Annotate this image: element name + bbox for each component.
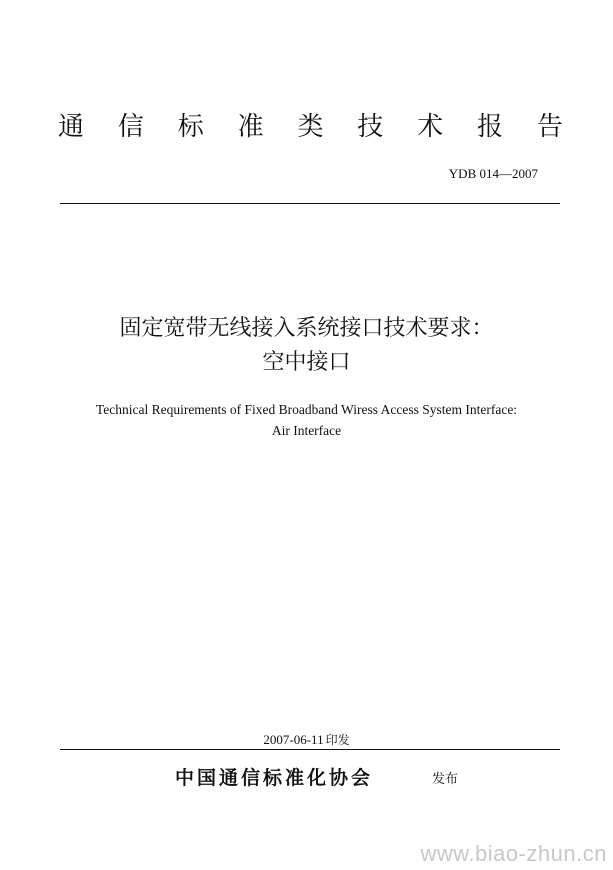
top-divider	[60, 203, 560, 204]
report-type-char: 标	[177, 112, 204, 142]
title-english-line-2: Air Interface	[271, 423, 342, 438]
title-chinese-line-2: 空中接口	[262, 350, 351, 375]
watermark-text: www.biao-zhun.cn	[420, 841, 607, 866]
report-type-char: 术	[417, 112, 444, 142]
publisher-name: 中国通信标准化协会	[175, 767, 374, 789]
print-date	[0, 731, 613, 748]
report-type-char: 技	[357, 112, 384, 142]
title-english-line-1: Technical Requirements of Fixed Broadband Wiress Access System Interface:	[95, 402, 518, 417]
report-type-heading	[58, 106, 563, 143]
title-chinese-line-1: 固定宽带无线接入系统接口技术要求：	[119, 316, 494, 341]
report-type-char: 准	[237, 112, 264, 142]
bottom-divider	[60, 749, 560, 750]
report-type-char: 通	[58, 112, 85, 142]
report-type-char: 信	[117, 112, 144, 142]
print-date-value: 2007-06-11	[263, 732, 324, 747]
document-number: YDB 014—2007	[448, 166, 538, 181]
report-type-char: 告	[536, 112, 563, 142]
report-type-char: 报	[477, 112, 504, 142]
publish-label: 发布	[432, 772, 459, 787]
print-date-suffix: 印发	[325, 733, 350, 747]
report-type-char: 类	[297, 112, 324, 142]
